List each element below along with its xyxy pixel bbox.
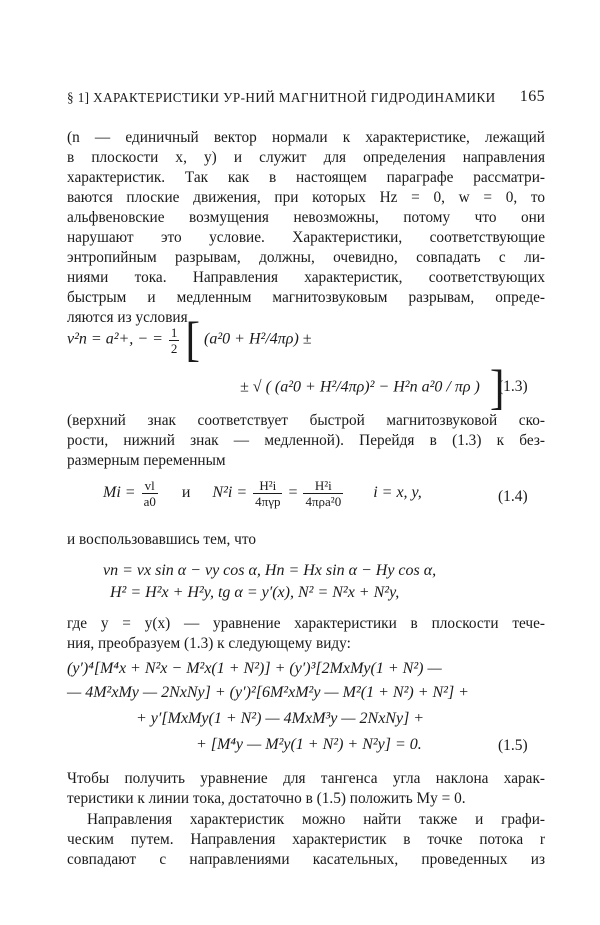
text-line: альфвеновские возмущения невозможны, потому что они [67,209,545,226]
text-line: теристики к линии тока, достаточно в (1.5) положить My = 0. [67,790,466,807]
text-line: ческим путем. Направления характеристик в точке потока r [67,831,545,848]
paragraph-1 [67,128,545,328]
relation-text: vn = vx sin α − vy cos α, Hn = Hx sin α − Hy cos α, [103,562,437,579]
fraction-half: $\frac{1}{2}$ [170,324,178,356]
conjunction: и [181,484,191,502]
text-line: ляются из условия [67,309,188,326]
eq-lhs: v²n = a²+, − = [67,330,163,348]
text-line: ваются плоские движения, при которых Hz = 0, w = 0, то [67,189,545,206]
section-title: § 1] ХАРАКТЕРИСТИКИ УР-НИЙ МАГНИТНОЙ ГИДРОДИНАМИКИ [67,90,496,105]
equation-1-3-line2 [240,360,505,415]
fraction-h-over-rho-a: $\frac{\text{H²i}}{\text{4πρa²0}}$ [305,478,342,509]
eq-ni: N²i = [212,484,248,502]
relation-text: H² = H²x + H²y, tg α = y′(x), N² = N²x + N²y, [110,584,400,601]
text-line: (верхний знак соответствует быстрой магнитозвуковой ско- [67,412,545,429]
eq-sqrt: ± √ ( (a²0 + H²/4πρ)² − H²n a²0 / πρ ) [240,378,480,396]
equation-1-5-line1 [67,660,442,678]
equation-1-4 [103,478,422,509]
text-line: (n — единичный вектор нормали к характеристике, лежащий [67,129,545,146]
text-line: в плоскости x, y) и служит для определения направления [67,149,545,166]
text-line: рости, нижний знак — медленной). Перейдя в (1.3) к без- [67,432,545,449]
paragraph-5 [67,769,545,809]
eq-text: (y′)⁴[M⁴x + N²x − M²x(1 + N²)] + (y′)³[2MxMy(1 + N²) — [67,660,442,677]
bracket-close: ] [489,360,505,415]
paragraph-6 [67,810,545,870]
relations-line2 [110,584,399,602]
eq-index-range: i = x, y, [373,484,422,502]
text-line: энтропийным разрывам, должны, очевидно, совпадать с ли- [67,249,545,266]
text-line: ния, преобразуем (1.3) к следующему виду: [67,635,351,652]
text-line: быстрым и медленным магнитозвуковым разрывам, опреде- [67,289,545,306]
equation-1-5-line3 [136,710,424,728]
page-number: 165 [519,88,545,105]
text-line: где y = y(x) — уравнение характеристики в плоскости тече- [67,615,545,632]
bracket-open: [ [185,312,201,367]
running-header [67,90,545,112]
equation-label: (1.5) [498,737,528,754]
text-line: ниями тока. Направления характеристик, соответствующих [67,269,545,286]
text-line: Чтобы получить уравнение для тангенса угла наклона харак- [67,770,545,787]
text-line: совпадают с направлениями касательных, проведенных из [67,851,545,868]
equation-1-5-line2 [67,684,469,702]
eq-sign: = [288,484,298,502]
text-line: нарушают это условие. Характеристики, соответствующие [67,229,545,246]
eq-mi: Mi = [103,484,136,502]
eq-text: — 4M²xMy — 2NxNy] + (y′)²[6M²xM²y — M²(1 + N²) + N²] + [67,684,469,701]
equation-label: (1.3) [498,378,528,395]
paragraph-4 [67,614,545,654]
text-line: размерным переменным [67,452,226,469]
eq-text: + [M⁴y — M²y(1 + N²) + N²y] = 0. [196,736,422,753]
paragraph-3 [67,530,545,550]
eq-text: + y′[MxMy(1 + N²) — 4MxM³y — 2NxNy] + [136,710,425,727]
paragraph-2 [67,411,545,471]
text-line: характеристик. Так как в настоящем параграфе рассматри- [67,169,545,186]
text-line: Направления характеристик можно найти также и графи- [87,811,545,828]
relations-line1 [103,562,436,580]
fraction-h-over-gamma-p: $\frac{\text{H²i}}{\text{4πγp}}$ [255,478,281,509]
equation-1-5-line4 [196,736,422,754]
fraction-v-over-a: $\frac{vl}{a0}$ [143,478,156,509]
eq-inner: (a²0 + H²/4πρ) ± [204,330,312,348]
equation-label: (1.4) [498,488,528,505]
text-line: и воспользовавшись тем, что [67,531,257,548]
